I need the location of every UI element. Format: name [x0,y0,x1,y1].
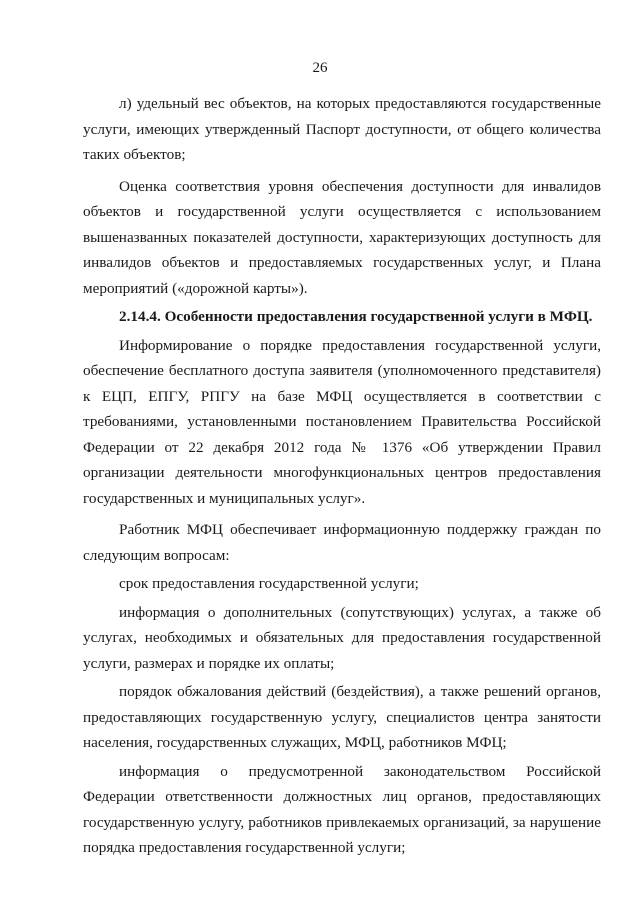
paragraph-item-l: л) удельный вес объектов, на которых предоставляются государственные услуги, имеющих утвержденный Паспорт доступности, от общего количества таких объектов; [83,95,601,163]
page-number: 26 [312,60,328,76]
list-item-service-term: срок предоставления государственной услуги; [119,575,419,592]
list-item-appeal-procedure: порядок обжалования действий (бездействия), а также решений органов, предоставляющих государственную услугу, специалистов центра занятости населения, государственных служащих, МФЦ, работников МФЦ; [83,683,601,751]
paragraph-mfc-worker-support: Работник МФЦ обеспечивает информационную поддержку граждан по следующим вопросам: [83,521,601,564]
list-item-additional-services: информация о дополнительных (сопутствующих) услугах, а также об услугах, необходимых и обязательных для предоставления государственной услуги, размерах и порядке их оплаты; [83,603,601,672]
paragraph-accessibility-assessment: Оценка соответствия уровня обеспечения доступности для инвалидов объектов и государственной услуги осуществляется с использованием вышеназванных показателей доступности, характеризующих доступность для инвалидов объектов и предоставляемых государственных услуг, и Плана мероприятий («дорожной карты»). [83,177,601,297]
list-item-official-liability: информация о предусмотренной законодательством Российской Федерации ответственности должностных лиц органов, предоставляющих государственную услугу, работников привлекаемых организаций, за нарушение порядка предоставления государственной услуги; [83,762,601,856]
paragraph-mfc-informing: Информирование о порядке предоставления государственной услуги, обеспечение бесплатного доступа заявителя (уполномоченного представителя) к ЕЦП, ЕПГУ, РПГУ на базе МФЦ осуществляется в соответствии с требованиями, установленными постановлением Правительства Российской Федерации от 22 декабря 2012 года № 1376 «Об утверждении Правил организации деятельности многофункциональных центров предоставления государственных и муниципальных услуг». [83,336,601,507]
document-body [83,91,601,861]
section-heading-2-14-4: 2.14.4. Особенности предоставления государственной услуги в МФЦ. [119,308,593,325]
